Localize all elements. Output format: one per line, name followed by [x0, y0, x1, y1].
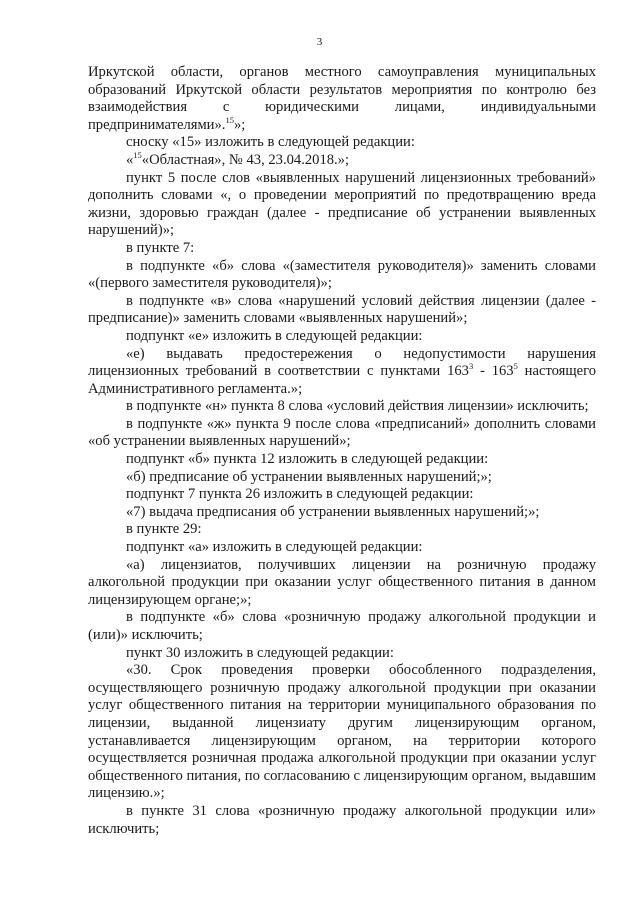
paragraph: [88, 469, 596, 487]
text-run: настоящего Административного регламента.»;: [88, 363, 596, 397]
footnote-marker: 5: [513, 361, 518, 372]
text-run: пункт 30 изложить в следующей редакции:: [126, 644, 394, 661]
text-run: в пункте 7:: [126, 239, 195, 256]
paragraph: [88, 645, 596, 663]
text-run: подпункт «б» пункта 12 изложить в следующей редакции:: [126, 451, 489, 468]
text-run: «: [126, 151, 134, 168]
paragraph: [88, 134, 596, 152]
paragraph: [88, 152, 596, 170]
document-body: [88, 64, 596, 838]
text-run: пункт 5 после слов «выявленных нарушений лицензионных требований» дополнить словами «, о проведении мероприятий по предотвращению вреда жизни, здоровью граждан (далее - предписание об устранении выявленных нарушений)»;: [88, 169, 596, 239]
text-run: в подпункте «н» пункта 8 слова «условий действия лицензии» исключить;: [126, 398, 589, 415]
text-run: подпункт «а» изложить в следующей редакции:: [126, 539, 423, 556]
text-run: сноску «15» изложить в следующей редакции:: [126, 134, 415, 151]
text-run: в подпункте «б» слова «(заместителя руководителя)» заменить словами «(первого заместителя руководителя)»;: [88, 257, 596, 292]
text-run: Иркутской области, органов местного самоуправления муниципальных образований Иркутской области результатов мероприятия по контролю без взаимодействия с юридическими лицами, индивидуальными предпринимателями».: [88, 64, 596, 133]
text-run: »;: [233, 116, 246, 133]
page-number: 3: [316, 36, 323, 48]
text-run: «б) предписание об устранении выявленных нарушений;»;: [126, 468, 492, 485]
paragraph: [88, 662, 596, 803]
paragraph: [88, 293, 596, 328]
paragraph: [88, 328, 596, 346]
paragraph: [88, 486, 596, 504]
paragraph: [88, 64, 596, 134]
text-run: «Областная», № 43, 23.04.2018.»;: [141, 151, 350, 168]
text-run: - 163: [473, 363, 514, 380]
paragraph: [88, 504, 596, 522]
footnote-marker: 15: [133, 150, 142, 161]
paragraph: [88, 346, 596, 399]
text-run: в подпункте «в» слова «нарушений условий действия лицензии (далее - предписание)» заменить словами «выявленных нарушений»;: [88, 292, 596, 327]
text-run: в пункте 29:: [126, 521, 202, 538]
text-run: в пункте 31 слова «розничную продажу алкогольной продукции или» исключить;: [88, 802, 596, 837]
text-run: «30. Срок проведения проверки обособленного подразделения, осуществляющего розничную продажу алкогольной продукции при оказании услуг общественного питания на территории муниципального образования по лицензии, выданной лицензиату другим лицензирующим органом, устанавливается лицензирующим органом, на территории которого осуществляется розничная продажа алкогольной продукции при оказании услуг общественного питания, по согласованию с лицензирующим органом, выдавшим лицензию.»;: [88, 662, 596, 802]
paragraph: [88, 557, 596, 610]
text-run: «е) выдавать предостережения о недопустимости нарушения лицензионных требований в соответствии с пунктами 163: [88, 345, 596, 380]
text-run: «а) лицензиатов, получивших лицензии на розничную продажу алкогольной продукции при оказании услуг общественного питания в данном лицензирующем органе;»;: [88, 556, 596, 608]
paragraph: [88, 240, 596, 258]
text-run: в подпункте «ж» пункта 9 после слова «предписаний» дополнить словами «об устранении выявленных нарушений»;: [88, 415, 596, 450]
footnote-marker: 3: [468, 361, 474, 372]
paragraph: [88, 803, 596, 838]
paragraph: [88, 258, 596, 293]
paragraph: [88, 521, 596, 539]
paragraph: [88, 609, 596, 644]
paragraph: [88, 398, 596, 416]
paragraph: [88, 451, 596, 469]
text-run: в подпункте «б» слова «розничную продажу алкогольной продукции и (или)» исключить;: [88, 609, 596, 643]
paragraph: [88, 416, 596, 451]
text-run: «7) выдача предписания об устранении выявленных нарушений;»;: [126, 503, 540, 520]
paragraph: [88, 170, 596, 240]
text-run: подпункт «е» изложить в следующей редакции:: [126, 327, 423, 344]
footnote-marker: 15: [225, 114, 234, 125]
text-run: подпункт 7 пункта 26 изложить в следующей редакции:: [126, 486, 474, 503]
paragraph: [88, 539, 596, 557]
